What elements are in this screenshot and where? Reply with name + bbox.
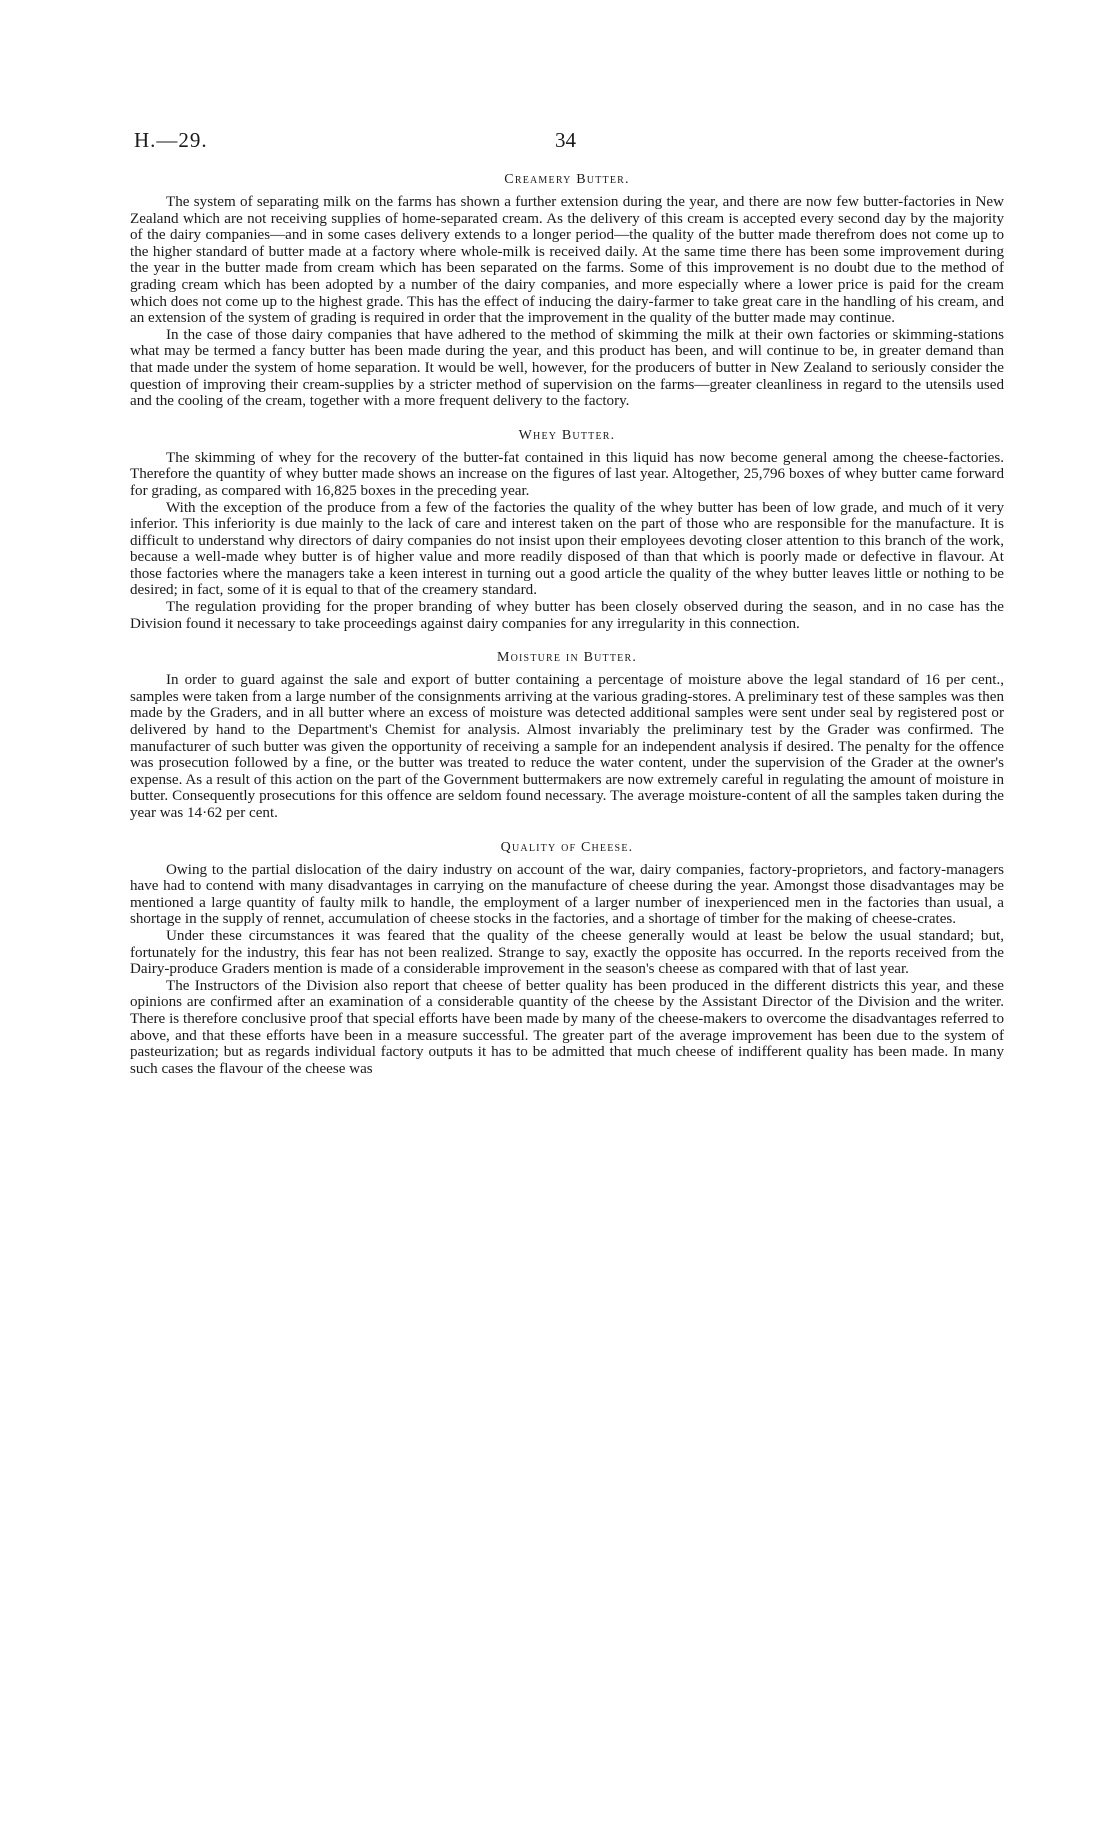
section-whey-butter	[130, 428, 1004, 633]
page-header	[130, 128, 1004, 164]
paragraph: With the exception of the produce from a few of the factories the quality of the whey butter has been of low grade, and much of it very inferior. This inferiority is due mainly to the lack of care and interest taken on the part of those who are responsible for the manufacture. It is difficult to understand why directors of dairy companies do not insist upon their employees devoting closer attention to this branch of the work, because a well-made whey butter is of higher value and more readily disposed of than that which is poorly made or defective in flavour. At those factories where the managers take a keen interest in turning out a good article the quality of the whey butter leaves little or nothing to be desired; in fact, some of it is equal to that of the creamery standard.	[130, 499, 1004, 599]
document-page	[130, 128, 1004, 1095]
section-heading: Whey Butter.	[518, 427, 616, 443]
paragraph: In the case of those dairy companies that have adhered to the method of skimming the milk at their own factories or skimming-stations what may be termed a fancy butter has been made during the year, and this product has been, and will continue to be, in greater demand than that made under the system of home separation. It would be well, however, for the producers of butter in New Zealand to seriously consider the question of improving their cream-supplies by a stricter method of supervision on the farms—greater cleanliness in regard to the utensils used and the cooling of the cream, together with a more frequent delivery to the factory.	[130, 326, 1004, 410]
paragraph: Owing to the partial dislocation of the dairy industry on account of the war, dairy companies, factory-proprietors, and factory-managers have had to contend with many disadvantages in carrying on the manufacture of cheese during the year. Amongst those disadvantages may be mentioned a large quantity of faulty milk to handle, the employment of a larger number of inexperienced men in the factories than usual, a shortage in the supply of rennet, accumulation of cheese stocks in the factories, and a shortage of timber for the making of cheese-crates.	[130, 861, 1004, 928]
paragraph: The skimming of whey for the recovery of the butter-fat contained in this liquid has now become general among the cheese-factories. Therefore the quantity of whey butter made shows an increase on the figures of last year. Altogether, 25,796 boxes of whey butter came forward for grading, as compared with 16,825 boxes in the preceding year.	[130, 449, 1004, 499]
section-creamery-butter	[130, 172, 1004, 410]
paragraph: In order to guard against the sale and export of butter containing a percentage of moisture above the legal standard of 16 per cent., samples were taken from a large number of the consignments arriving at the various grading-stores. A preliminary test of these samples was then made by the Graders, and in all butter where an excess of moisture was detected additional samples were sent under seal by registered post or delivered by hand to the Department's Chemist for analysis. Almost invariably the preliminary test by the Grader was confirmed. The manufacturer of such butter was given the opportunity of receiving a sample for an independent analysis if desired. The penalty for the offence was prosecution followed by a fine, or the butter was treated to reduce the water content, under the supervision of the Grader at the owner's expense. As a result of this action on the part of the Government buttermakers are now extremely careful in regulating the amount of moisture in butter. Consequently prosecutions for this offence are seldom found necessary. The average moisture-content of all the samples taken during the year was 14·62 per cent.	[130, 672, 1004, 821]
report-reference: H.—29.	[134, 128, 208, 152]
paragraph: Under these circumstances it was feared that the quality of the cheese generally would at least be below the usual standard; but, fortunately for the industry, this fear has not been realized. Strange to say, exactly the opposite has occurred. In the reports received from the Dairy-produce Graders mention is made of a considerable improvement in the season's cheese as compared with that of last year.	[130, 927, 1004, 978]
paragraph: The Instructors of the Division also report that cheese of better quality has been produced in the different districts this year, and these opinions are confirmed after an examination of a considerable quantity of the cheese by the Assistant Director of the Division and the writer. There is therefore conclusive proof that special efforts have been made by many of the cheese-makers to overcome the disadvantages referred to above, and that these efforts have been in a measure successful. The greater part of the average improvement has been due to the system of pasteurization; but as regards individual factory outputs it has to be admitted that much cheese of indifferent quality has been made. In many such cases the flavour of the cheese was	[130, 977, 1004, 1077]
paragraph: The system of separating milk on the farms has shown a further extension during the year, and there are now few butter-factories in New Zealand which are not receiving supplies of home-separated cream. As the delivery of this cream is accepted every second day by the majority of the dairy companies—and in some cases delivery extends to a longer period—the quality of the butter made therefrom does not come up to the higher standard of butter made at a factory where whole-milk is received daily. At the same time there has been some improvement during the year in the butter made from cream which has been separated on the farms. Some of this improvement is no doubt due to the method of grading cream which has been adopted by a number of the dairy companies, and more especially where a lower price is paid for the cream which does not come up to the highest grade. This has the effect of inducing the dairy-farmer to take great care in the handling of his cream, and an extension of the system of grading is required in order that the improvement in the quality of the butter made may continue.	[130, 194, 1004, 327]
section-moisture-in-butter	[130, 650, 1004, 821]
section-heading: Creamery Butter.	[504, 172, 630, 187]
section-heading: Moisture in Butter.	[496, 650, 638, 666]
section-quality-of-cheese	[130, 840, 1004, 1078]
section-heading: Quality of Cheese.	[500, 839, 634, 855]
page-number: 34	[555, 128, 576, 152]
paragraph: The regulation providing for the proper branding of whey butter has been closely observed during the season, and in no case has the Division found it necessary to take proceedings against dairy companies for any irregularity in this connection.	[130, 599, 1004, 632]
